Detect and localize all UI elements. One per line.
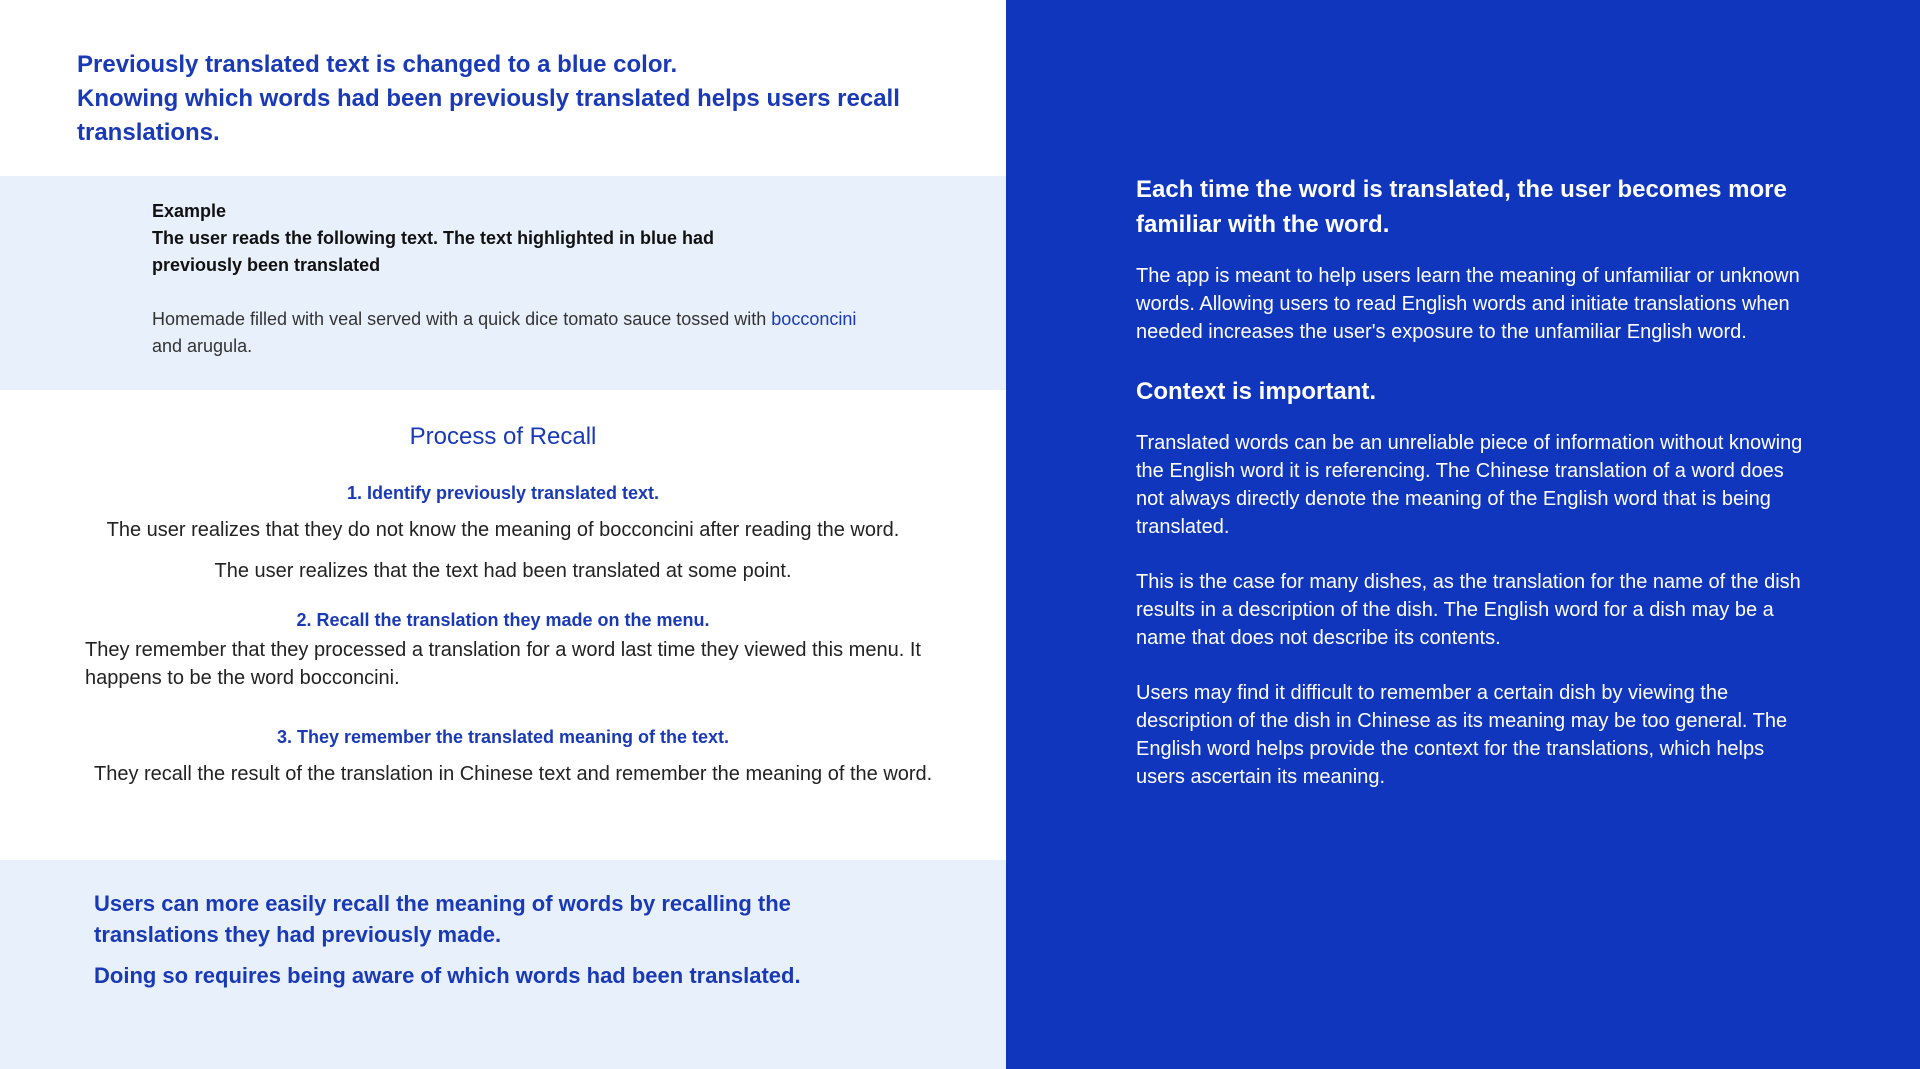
intro-line-1: Previously translated text is changed to a blue color. [77, 51, 678, 78]
intro-line-2: Knowing which words had been previously translated helps users recall translations. [77, 85, 900, 146]
example-panel [0, 176, 1006, 390]
conclusion-panel [0, 860, 1006, 1069]
app-purpose-paragraph: The app is meant to help users learn the meaning of unfamiliar or unknown words. Allowing users to read English words and initiate translations when needed increases the user's exposure to the unfamiliar English word. [1136, 265, 1800, 343]
highlighted-word: bocconcini [771, 309, 857, 329]
conclusion-line-2: Doing so requires being aware of which words had been translated. [94, 963, 801, 988]
step-2-text: They remember that they processed a translation for a word last time they viewed this menu. It happens to be the word bocconcini. [85, 639, 921, 689]
step-1-line-1: The user realizes that they do not know the meaning of bocconcini after reading the word. [106, 519, 900, 541]
step-3-heading: 3. They remember the translated meaning of the text. [276, 727, 730, 747]
right-column [1006, 0, 1920, 1069]
conclusion-line-1: Users can more easily recall the meaning of words by recalling the translations they had previously made. [94, 891, 791, 947]
example-text-before: Homemade filled with veal served with a quick dice tomato sauce tossed with [152, 309, 772, 329]
step-1-heading: 1. Identify previously translated text. [346, 483, 660, 503]
context-heading: Context is important. [1136, 378, 1377, 405]
step-1-line-2: The user realizes that the text had been translated at some point. [214, 560, 792, 582]
familiarity-heading: Each time the word is translated, the user becomes more familiar with the word. [1136, 176, 1787, 238]
example-description: The user reads the following text. The text highlighted in blue had previously been translated [152, 228, 715, 275]
context-paragraph-3: Users may find it difficult to remember a certain dish by viewing the description of the dish in Chinese as its meaning may be too general. The English word helps provide the context for the translations, which helps users ascertain its meaning. [1136, 682, 1788, 788]
right-content [1136, 172, 1816, 791]
example-menu-text [152, 306, 872, 360]
step-3-text: They recall the result of the translation in Chinese text and remember the meaning of the word. [94, 763, 933, 785]
intro-statement [77, 48, 957, 150]
step-2-heading: 2. Recall the translation they made on the menu. [296, 610, 710, 630]
conclusion-content [94, 888, 854, 991]
recall-title: Process of Recall [409, 423, 597, 450]
example-text-after: and arugula. [152, 336, 253, 356]
context-paragraph-2: This is the case for many dishes, as the translation for the name of the dish results in a description of the dish. The English word for a dish may be a name that does not describe its contents. [1136, 571, 1801, 649]
context-paragraph-1: Translated words can be an unreliable piece of information without knowing the English word it is referencing. The Chinese translation of a word does not always directly denote the meaning of the English word that is being translated. [1136, 432, 1803, 538]
example-content [152, 198, 857, 360]
example-label: Example [152, 201, 227, 221]
